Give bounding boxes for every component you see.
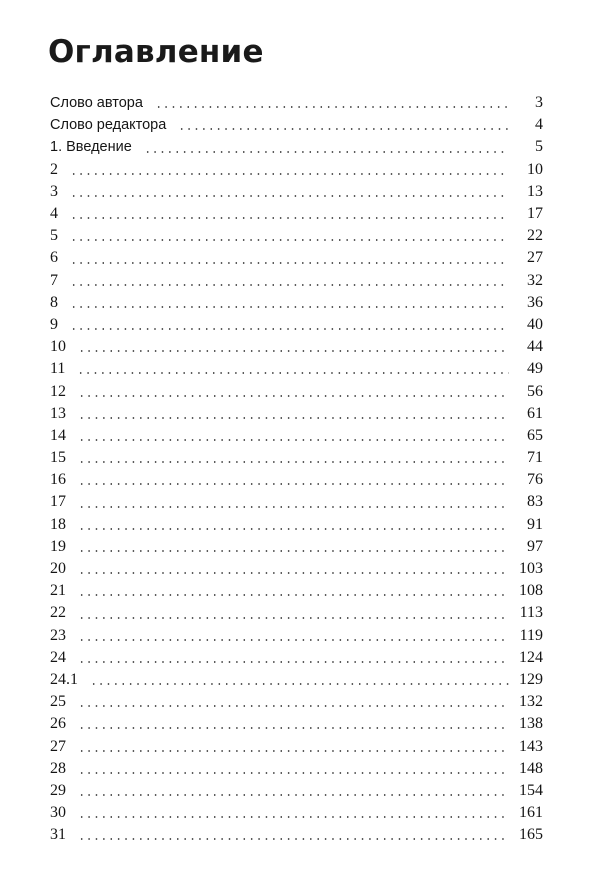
toc-entry-title: 11 — [50, 360, 66, 378]
dot-leader — [78, 461, 509, 463]
dot-leader — [78, 395, 509, 397]
toc-entry-title: Слово автора — [50, 95, 143, 112]
dot-leader — [70, 306, 509, 308]
toc-entry-page-number: 32 — [527, 271, 543, 289]
toc-entry — [50, 602, 543, 624]
dot-leader — [70, 284, 509, 286]
toc-entry — [50, 203, 543, 225]
dot-leader — [70, 173, 509, 175]
toc-entry-title: 24 — [50, 648, 66, 666]
toc-entry-page-number: 3 — [535, 94, 543, 112]
toc-entry — [50, 336, 543, 358]
dot-leader — [78, 727, 509, 729]
toc-entry — [50, 403, 543, 425]
dot-leader — [70, 239, 509, 241]
dot-leader — [155, 106, 509, 108]
toc-entry-title: 28 — [50, 759, 66, 777]
table-of-contents — [50, 92, 543, 846]
toc-entry — [50, 292, 543, 314]
toc-entry — [50, 625, 543, 647]
toc-entry — [50, 735, 543, 757]
toc-entry — [50, 380, 543, 402]
toc-entry — [50, 92, 543, 114]
toc-entry — [50, 780, 543, 802]
dot-leader — [78, 772, 509, 774]
toc-entry-title: 4 — [50, 205, 58, 223]
toc-entry — [50, 514, 543, 536]
toc-entry-page-number: 10 — [527, 160, 543, 178]
dot-leader — [78, 705, 509, 707]
dot-leader — [78, 572, 509, 574]
toc-entry-page-number: 17 — [527, 205, 543, 223]
toc-entry-page-number: 129 — [519, 670, 543, 688]
dot-leader — [78, 594, 509, 596]
toc-entry-title: 13 — [50, 404, 66, 422]
toc-entry-title: 30 — [50, 804, 66, 822]
dot-leader — [70, 262, 509, 264]
toc-entry — [50, 247, 543, 269]
toc-entry — [50, 358, 543, 380]
toc-entry-page-number: 44 — [527, 338, 543, 356]
toc-entry-title: 16 — [50, 471, 66, 489]
toc-entry-title: 20 — [50, 560, 66, 578]
dot-leader — [70, 195, 509, 197]
toc-entry-title: 27 — [50, 737, 66, 755]
dot-leader — [78, 661, 509, 663]
toc-entry-title: 26 — [50, 715, 66, 733]
dot-leader — [78, 794, 509, 796]
dot-leader — [78, 639, 509, 641]
toc-entry-title: 9 — [50, 315, 58, 333]
toc-entry-page-number: 13 — [527, 182, 543, 200]
toc-entry — [50, 181, 543, 203]
toc-entry — [50, 425, 543, 447]
toc-entry — [50, 136, 543, 158]
toc-entry-page-number: 138 — [519, 715, 543, 733]
toc-entry-page-number: 40 — [527, 315, 543, 333]
dot-leader — [78, 483, 509, 485]
toc-entry-title: 3 — [50, 182, 58, 200]
toc-entry-title: 21 — [50, 582, 66, 600]
toc-entry-page-number: 143 — [519, 737, 543, 755]
toc-entry-title: 23 — [50, 626, 66, 644]
toc-entry-title: 29 — [50, 781, 66, 799]
toc-entry-page-number: 71 — [527, 449, 543, 467]
toc-entry-page-number: 65 — [527, 426, 543, 444]
toc-entry-page-number: 124 — [519, 648, 543, 666]
toc-entry-page-number: 22 — [527, 227, 543, 245]
toc-entry — [50, 669, 543, 691]
dot-leader — [78, 617, 509, 619]
toc-entry-title: 5 — [50, 227, 58, 245]
toc-entry-page-number: 83 — [527, 493, 543, 511]
toc-entry-page-number: 165 — [519, 826, 543, 844]
toc-entry-title: 18 — [50, 515, 66, 533]
dot-leader — [78, 528, 509, 530]
toc-entry-page-number: 108 — [519, 582, 543, 600]
dot-leader — [77, 372, 509, 374]
toc-entry — [50, 314, 543, 336]
page-title: Оглавление — [48, 34, 264, 70]
toc-entry — [50, 802, 543, 824]
toc-entry — [50, 225, 543, 247]
toc-entry — [50, 647, 543, 669]
toc-entry — [50, 824, 543, 846]
toc-entry-title: 22 — [50, 604, 66, 622]
toc-entry — [50, 691, 543, 713]
toc-entry — [50, 159, 543, 181]
dot-leader — [70, 217, 509, 219]
toc-entry-title: 7 — [50, 271, 58, 289]
toc-entry-title: 12 — [50, 382, 66, 400]
toc-entry — [50, 580, 543, 602]
toc-entry — [50, 114, 543, 136]
dot-leader — [78, 550, 509, 552]
dot-leader — [70, 328, 509, 330]
toc-entry-title: 31 — [50, 826, 66, 844]
toc-entry-page-number: 76 — [527, 471, 543, 489]
dot-leader — [78, 750, 509, 752]
toc-entry — [50, 713, 543, 735]
toc-entry-page-number: 113 — [519, 604, 543, 622]
toc-entry-page-number: 5 — [535, 138, 543, 156]
dot-leader — [78, 838, 509, 840]
toc-entry-page-number: 49 — [527, 360, 543, 378]
toc-entry-title: 17 — [50, 493, 66, 511]
toc-entry — [50, 270, 543, 292]
toc-entry — [50, 758, 543, 780]
dot-leader — [78, 350, 509, 352]
dot-leader — [78, 816, 509, 818]
dot-leader — [78, 439, 509, 441]
toc-entry-page-number: 97 — [527, 537, 543, 555]
toc-entry-page-number: 4 — [535, 116, 543, 134]
toc-entry-title: 24.1 — [50, 670, 78, 688]
toc-entry-page-number: 119 — [519, 626, 543, 644]
toc-entry-page-number: 154 — [519, 781, 543, 799]
toc-entry-page-number: 61 — [527, 404, 543, 422]
toc-entry-page-number: 103 — [519, 560, 543, 578]
dot-leader — [78, 506, 509, 508]
toc-entry-title: 1. Введение — [50, 139, 132, 156]
toc-entry-title: 14 — [50, 426, 66, 444]
toc-entry-title: 10 — [50, 338, 66, 356]
toc-entry-page-number: 148 — [519, 759, 543, 777]
toc-entry-title: 25 — [50, 693, 66, 711]
toc-entry — [50, 536, 543, 558]
dot-leader — [178, 128, 509, 130]
toc-entry-title: 2 — [50, 160, 58, 178]
toc-entry — [50, 469, 543, 491]
toc-entry-title: 8 — [50, 293, 58, 311]
toc-entry — [50, 558, 543, 580]
toc-entry — [50, 491, 543, 513]
dot-leader — [90, 683, 509, 685]
toc-entry-page-number: 36 — [527, 293, 543, 311]
toc-entry-page-number: 91 — [527, 515, 543, 533]
dot-leader — [144, 151, 509, 153]
toc-entry-title: Слово редактора — [50, 117, 167, 134]
toc-entry-page-number: 56 — [527, 382, 543, 400]
dot-leader — [78, 417, 509, 419]
toc-entry-title: 19 — [50, 537, 66, 555]
toc-entry-page-number: 161 — [519, 804, 543, 822]
toc-entry-page-number: 27 — [527, 249, 543, 267]
toc-entry-page-number: 132 — [519, 693, 543, 711]
toc-entry-title: 6 — [50, 249, 58, 267]
toc-entry-title: 15 — [50, 449, 66, 467]
toc-entry — [50, 447, 543, 469]
